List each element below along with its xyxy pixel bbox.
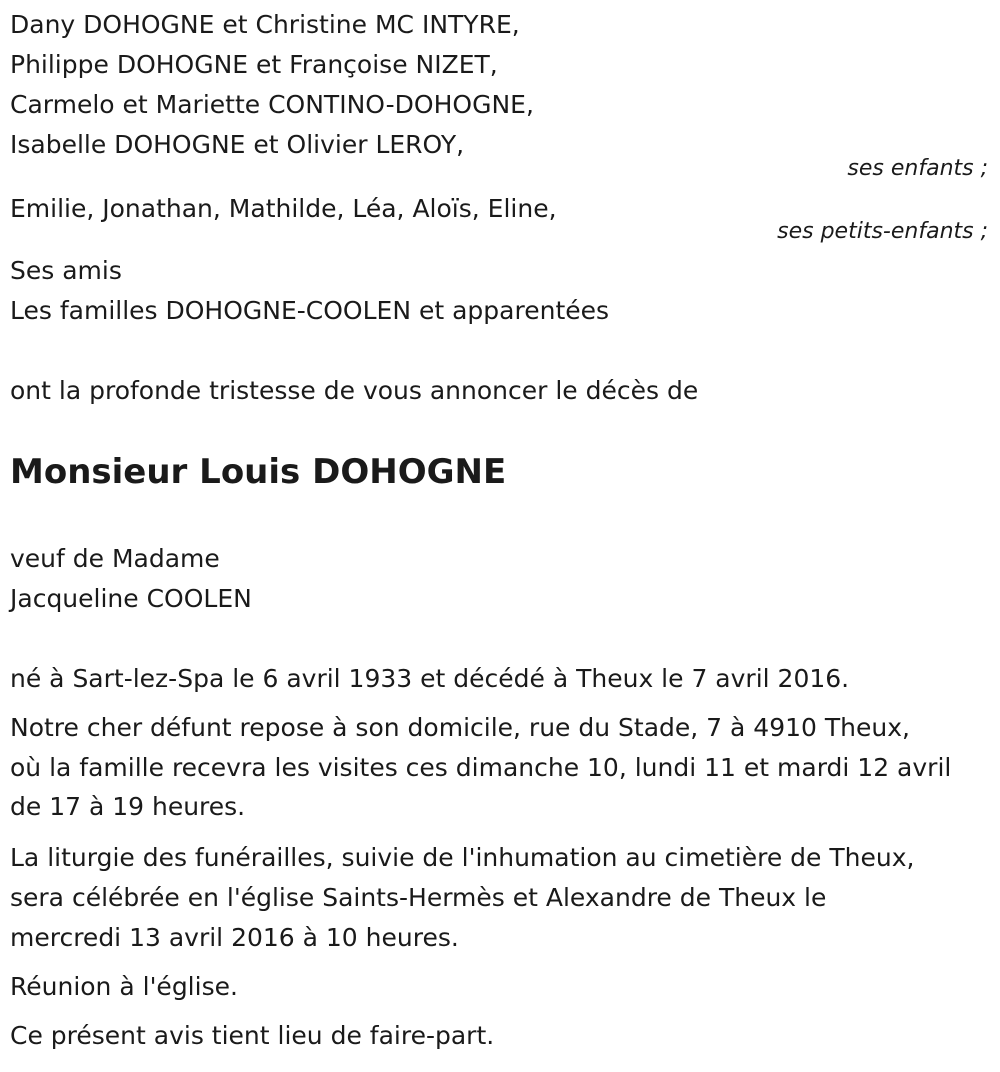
child-line-4: Isabelle DOHOGNE et Olivier LEROY, <box>10 130 465 159</box>
funeral-line-2: sera célébrée en l'église Saints-Hermès et Alexandre de Theux le <box>10 883 827 912</box>
grandchildren-line: Emilie, Jonathan, Mathilde, Léa, Aloïs, Eline, <box>10 194 557 223</box>
meeting-text: Réunion à l'église. <box>10 972 238 1001</box>
funeral-line-1: La liturgie des funérailles, suivie de l'inhumation au cimetière de Theux, <box>10 843 915 872</box>
children-role: ses enfants ; <box>847 156 988 181</box>
deceased-name: Monsieur Louis DOHOGNE <box>10 452 507 492</box>
birth-death-text: né à Sart-lez-Spa le 6 avril 1933 et décédé à Theux le 7 avril 2016. <box>10 664 850 693</box>
funeral-line-3: mercredi 13 avril 2016 à 10 heures. <box>10 923 459 952</box>
announcement-text: ont la profonde tristesse de vous annoncer le décès de <box>10 376 699 405</box>
grandchildren-role: ses petits-enfants ; <box>777 219 988 244</box>
widow-line-2: Jacqueline COOLEN <box>10 584 252 613</box>
rest-line-2: où la famille recevra les visites ces dimanche 10, lundi 11 et mardi 12 avril <box>10 753 952 782</box>
child-line-2: Philippe DOHOGNE et Françoise NIZET, <box>10 50 498 79</box>
friends-line: Ses amis <box>10 256 122 285</box>
child-line-1: Dany DOHOGNE et Christine MC INTYRE, <box>10 10 520 39</box>
rest-line-1: Notre cher défunt repose à son domicile, rue du Stade, 7 à 4910 Theux, <box>10 713 910 742</box>
closing-text: Ce présent avis tient lieu de faire-part. <box>10 1021 495 1050</box>
rest-line-3: de 17 à 19 heures. <box>10 792 246 821</box>
families-line: Les familles DOHOGNE-COOLEN et apparentées <box>10 296 610 325</box>
child-line-3: Carmelo et Mariette CONTINO-DOHOGNE, <box>10 90 534 119</box>
widow-line-1: veuf de Madame <box>10 544 220 573</box>
